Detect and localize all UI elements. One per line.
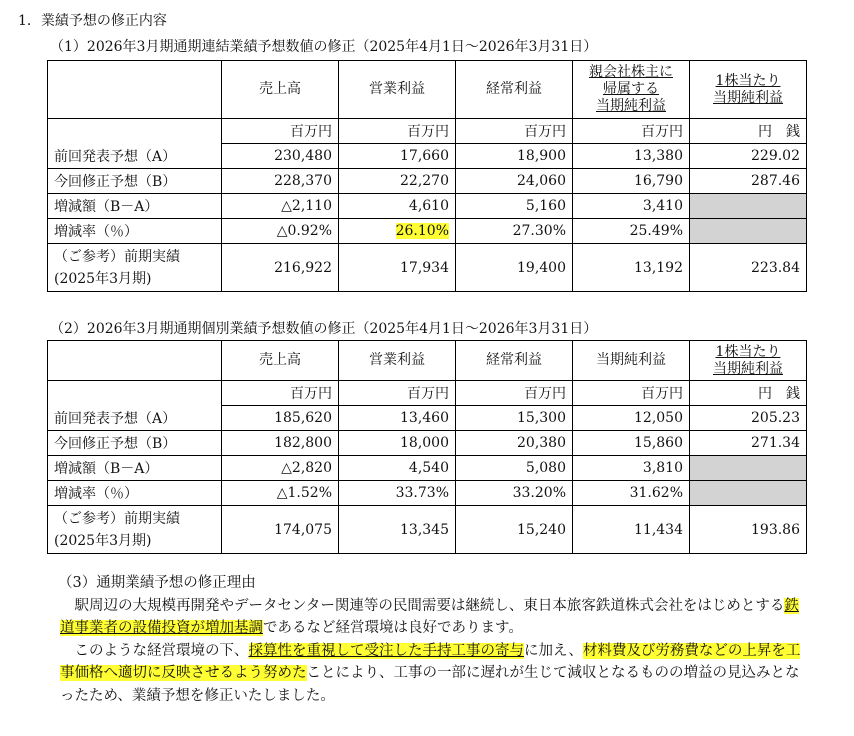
- cell: 3,410: [573, 194, 690, 219]
- cell: 24,060: [456, 169, 573, 194]
- unit: 百万円: [222, 381, 339, 406]
- cell: △2,110: [222, 194, 339, 219]
- header-ordinary-income: 経常利益: [456, 341, 573, 381]
- highlighted-text: 採算性を重視して受注した手持工事の寄与: [248, 642, 524, 659]
- table2-header-row: [48, 341, 807, 381]
- table-row: [48, 244, 807, 292]
- revision-reason: [60, 572, 810, 707]
- cell: 20,380: [456, 431, 573, 456]
- cell: 193.86: [690, 506, 807, 554]
- row-label: 前回発表予想（A）: [48, 144, 222, 169]
- cell: △0.92%: [222, 219, 339, 244]
- unit: 百万円: [456, 119, 573, 144]
- cell: 4,540: [339, 456, 456, 481]
- table2-title: （2）2026年3月期通期個別業績予想数値の修正（2025年4月1日～2026年3月31日）: [50, 321, 598, 337]
- table-row: [48, 169, 807, 194]
- table-row: [48, 194, 807, 219]
- cell: 13,460: [339, 406, 456, 431]
- cell: 13,192: [573, 244, 690, 292]
- table2-units-row: [48, 381, 807, 406]
- cell: [339, 219, 456, 244]
- highlighted-text: 材料費及び労務費な: [582, 642, 714, 659]
- table1-corner: [48, 61, 222, 119]
- row-label: 今回修正予想（B）: [48, 169, 222, 194]
- header-sales: 売上高: [222, 341, 339, 381]
- reason-paragraph-1: 駅周辺の大規模再開発やデータセンター関連等の民間需要は継続し、東日本旅客鉄道株式会社をはじめとする鉄道事業者の設備投資が増加基調であるなど経営環境は良好であります。: [60, 597, 799, 636]
- highlighted-text: 鉄道事業者の設備投資が増加基調: [60, 597, 799, 636]
- cell: 27.30%: [456, 219, 573, 244]
- cell: 15,240: [456, 506, 573, 554]
- cell: 185,620: [222, 406, 339, 431]
- table1-units-row: [48, 119, 807, 144]
- row-label: 増減率（％）: [48, 481, 222, 506]
- highlighted-text: どの上昇を工事価格へ適切に反映させるよう努めた: [60, 642, 801, 681]
- cell: 15,860: [573, 431, 690, 456]
- reason-title: （3）通期業績予想の修正理由: [58, 575, 256, 591]
- unit: 百万円: [339, 119, 456, 144]
- header-eps: 1株当たり 当期純利益: [690, 61, 807, 119]
- blank-cell: [690, 481, 807, 506]
- table2-corner: [48, 341, 222, 381]
- table-row: [48, 219, 807, 244]
- cell: 13,345: [339, 506, 456, 554]
- table1-title: （1）2026年3月期通期連結業績予想数値の修正（2025年4月1日～2026年3月31日）: [50, 39, 598, 55]
- unit: 百万円: [222, 119, 339, 144]
- cell: 182,800: [222, 431, 339, 456]
- unit: 百万円: [573, 381, 690, 406]
- header-net-income: 当期純利益: [573, 341, 690, 381]
- unit: 円 銭: [690, 381, 807, 406]
- row-label: 増減額（B－A）: [48, 456, 222, 481]
- consolidated-forecast-table: [47, 60, 807, 292]
- row-label: 前回発表予想（A）: [48, 406, 222, 431]
- header-operating-income: 営業利益: [339, 341, 456, 381]
- cell: 22,270: [339, 169, 456, 194]
- cell: 228,370: [222, 169, 339, 194]
- row-label: 今回修正予想（B）: [48, 431, 222, 456]
- cell: 17,660: [339, 144, 456, 169]
- cell: 230,480: [222, 144, 339, 169]
- table-row: [48, 481, 807, 506]
- cell: 33.73%: [339, 481, 456, 506]
- table-row: [48, 406, 807, 431]
- row-label: （ご参考）前期実績 (2025年3月期): [48, 506, 222, 554]
- cell: 4,610: [339, 194, 456, 219]
- cell: 18,000: [339, 431, 456, 456]
- cell: 5,080: [456, 456, 573, 481]
- cell: △2,820: [222, 456, 339, 481]
- cell: 271.34: [690, 431, 807, 456]
- header-ordinary-income: 経常利益: [456, 61, 573, 119]
- table-row: [48, 456, 807, 481]
- cell: 229.02: [690, 144, 807, 169]
- row-label: 増減額（B－A）: [48, 194, 222, 219]
- header-net-income-parent: 親会社株主に 帰属する 当期純利益: [573, 61, 690, 119]
- unit: 百万円: [456, 381, 573, 406]
- cell: 12,050: [573, 406, 690, 431]
- header-operating-income: 営業利益: [339, 61, 456, 119]
- cell: 5,160: [456, 194, 573, 219]
- cell: 31.62%: [573, 481, 690, 506]
- table-row: [48, 431, 807, 456]
- unit: 円 銭: [690, 119, 807, 144]
- cell: 11,434: [573, 506, 690, 554]
- cell: 15,300: [456, 406, 573, 431]
- cell: 216,922: [222, 244, 339, 292]
- highlighted-value: 26.10%: [395, 223, 449, 239]
- cell: 287.46: [690, 169, 807, 194]
- cell: 174,075: [222, 506, 339, 554]
- table-row: [48, 144, 807, 169]
- cell: 17,934: [339, 244, 456, 292]
- row-label: （ご参考）前期実績 (2025年3月期): [48, 244, 222, 292]
- cell: 3,810: [573, 456, 690, 481]
- blank-cell: [690, 456, 807, 481]
- row-label: 増減率（％）: [48, 219, 222, 244]
- cell: △1.52%: [222, 481, 339, 506]
- blank-cell: [690, 194, 807, 219]
- table-row: [48, 506, 807, 554]
- table1-header-row: [48, 61, 807, 119]
- unit: 百万円: [573, 119, 690, 144]
- header-eps: 1株当たり 当期純利益: [690, 341, 807, 381]
- unit: 百万円: [339, 381, 456, 406]
- header-sales: 売上高: [222, 61, 339, 119]
- cell: 33.20%: [456, 481, 573, 506]
- section-title: 1．業績予想の修正内容: [18, 13, 167, 29]
- reason-paragraph-2: このような経営環境の下、採算性を重視して受注した手持工事の寄与に加え、材料費及び労務費などの上昇を工事価格へ適切に反映させるよう努めたことにより、工事の一部に遅れが生じて減収となるものの増益の見込みとなったため、業績予想を修正いたしました。: [60, 642, 801, 704]
- non-consolidated-forecast-table: [47, 340, 807, 554]
- cell: 19,400: [456, 244, 573, 292]
- cell: 13,380: [573, 144, 690, 169]
- cell: 18,900: [456, 144, 573, 169]
- cell: 25.49%: [573, 219, 690, 244]
- cell: 223.84: [690, 244, 807, 292]
- cell: 205.23: [690, 406, 807, 431]
- cell: 16,790: [573, 169, 690, 194]
- blank-cell: [690, 219, 807, 244]
